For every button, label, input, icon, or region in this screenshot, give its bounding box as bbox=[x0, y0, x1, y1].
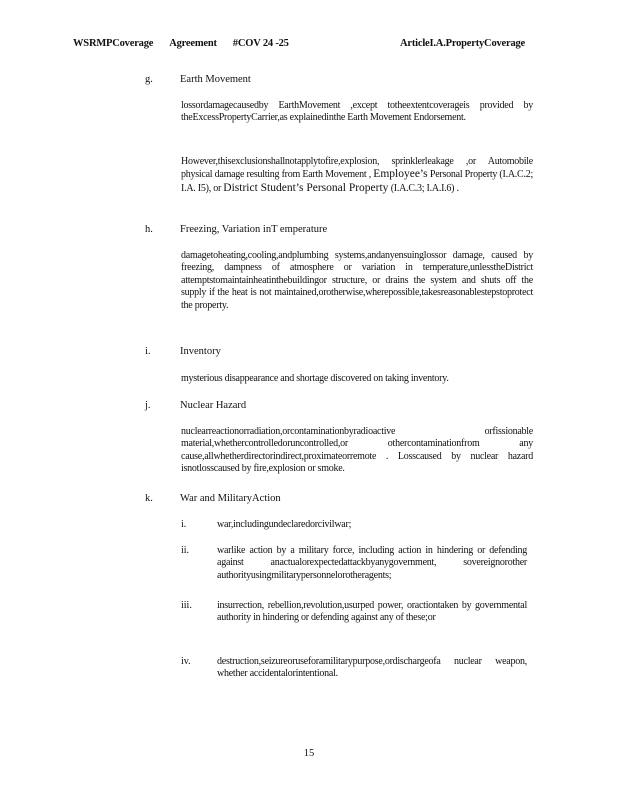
list-item-number: i. bbox=[181, 519, 187, 530]
section-title: Inventory bbox=[180, 346, 221, 357]
list-item-number: iv. bbox=[181, 656, 191, 667]
section-title: War and MilitaryAction bbox=[180, 493, 281, 504]
header-article: ArticleI.A.PropertyCoverage bbox=[400, 38, 526, 49]
text-run: Employee’s bbox=[373, 168, 428, 181]
section-letter: i. bbox=[145, 346, 151, 357]
section-j-paragraph: nuclearreactionorradiation,orcontaminationbyradioactive orfissionable material,whethercontrolledoruncontrolled,or othercontaminationfrom any cause,allwhetherdirectorindirect,proximateorremote . Losscaused by nuclear hazard isnotlosscaused by fire,explosion or smoke. bbox=[181, 426, 533, 475]
header-cov-number: #COV 24 -25 bbox=[232, 38, 289, 49]
list-item-text: destruction,seizureoruseforamilitarypurpose,ordischargeofa nuclear weapon, whether accidentalorintentional. bbox=[217, 656, 527, 680]
list-item-number: ii. bbox=[181, 545, 190, 556]
text-run: District Student’s Personal Property bbox=[223, 181, 389, 194]
list-item-text: warlike action by a military force, including action in hindering or defending against anactualorexpectedattackbyanygovernment, sovereignorother authorityusingmilitarypersonnelorotheragents; bbox=[217, 545, 527, 581]
section-letter: j. bbox=[145, 400, 151, 411]
section-title: Nuclear Hazard bbox=[180, 400, 247, 411]
section-title: Earth Movement bbox=[180, 74, 251, 85]
text-run: (I.A.C.3; I.A.I.6) . bbox=[390, 182, 459, 194]
section-h-paragraph: damagetoheating,cooling,andplumbing systems,andanyensuinglossor damage, caused by freezing, dampness of atmosphere or variation in temperature,unlesstheDistrict attemptstomaintainheatinthebuildingor structure, or drains the system and shuts off the supply if the heat is not maintained,orotherwise,wherepossible,takesreasonablestepstoprotect the property. bbox=[181, 250, 533, 311]
section-letter: g. bbox=[145, 74, 153, 85]
section-i-paragraph: mysterious disappearance and shortage discovered on taking inventory. bbox=[181, 373, 449, 384]
page-number: 15 bbox=[303, 748, 315, 759]
section-letter: k. bbox=[145, 493, 153, 504]
header-program: WSRMPCoverage bbox=[73, 38, 154, 49]
list-item-text: insurrection, rebellion,revolution,usurped power, oractiontaken by governmental authority in hindering or defending against any of these;or bbox=[217, 600, 527, 624]
list-item-text: war,includingundeclaredorcivilwar; bbox=[217, 519, 352, 530]
text-run: However,thisexclusionshallnotapplytofire,explosion, sprinklerleakage ,or Automobile physical damage resulting from Earth Movement , bbox=[181, 156, 533, 181]
section-g-paragraph-1: lossordamagecausedby EarthMovement ,except totheextentcoverageis provided by theExcessPropertyCarrier,as explainedinthe Earth Movement Endorsement. bbox=[181, 100, 533, 124]
section-g-paragraph-2 bbox=[181, 156, 533, 195]
section-letter: h. bbox=[145, 224, 153, 235]
text-run: Personal Property (I.A.C.2; I.A. I5), or bbox=[181, 169, 534, 194]
section-title: Freezing, Variation inT emperature bbox=[180, 224, 328, 235]
header-agreement: Agreement bbox=[169, 38, 217, 49]
header-left bbox=[73, 38, 333, 49]
list-item-number: iii. bbox=[181, 600, 192, 611]
